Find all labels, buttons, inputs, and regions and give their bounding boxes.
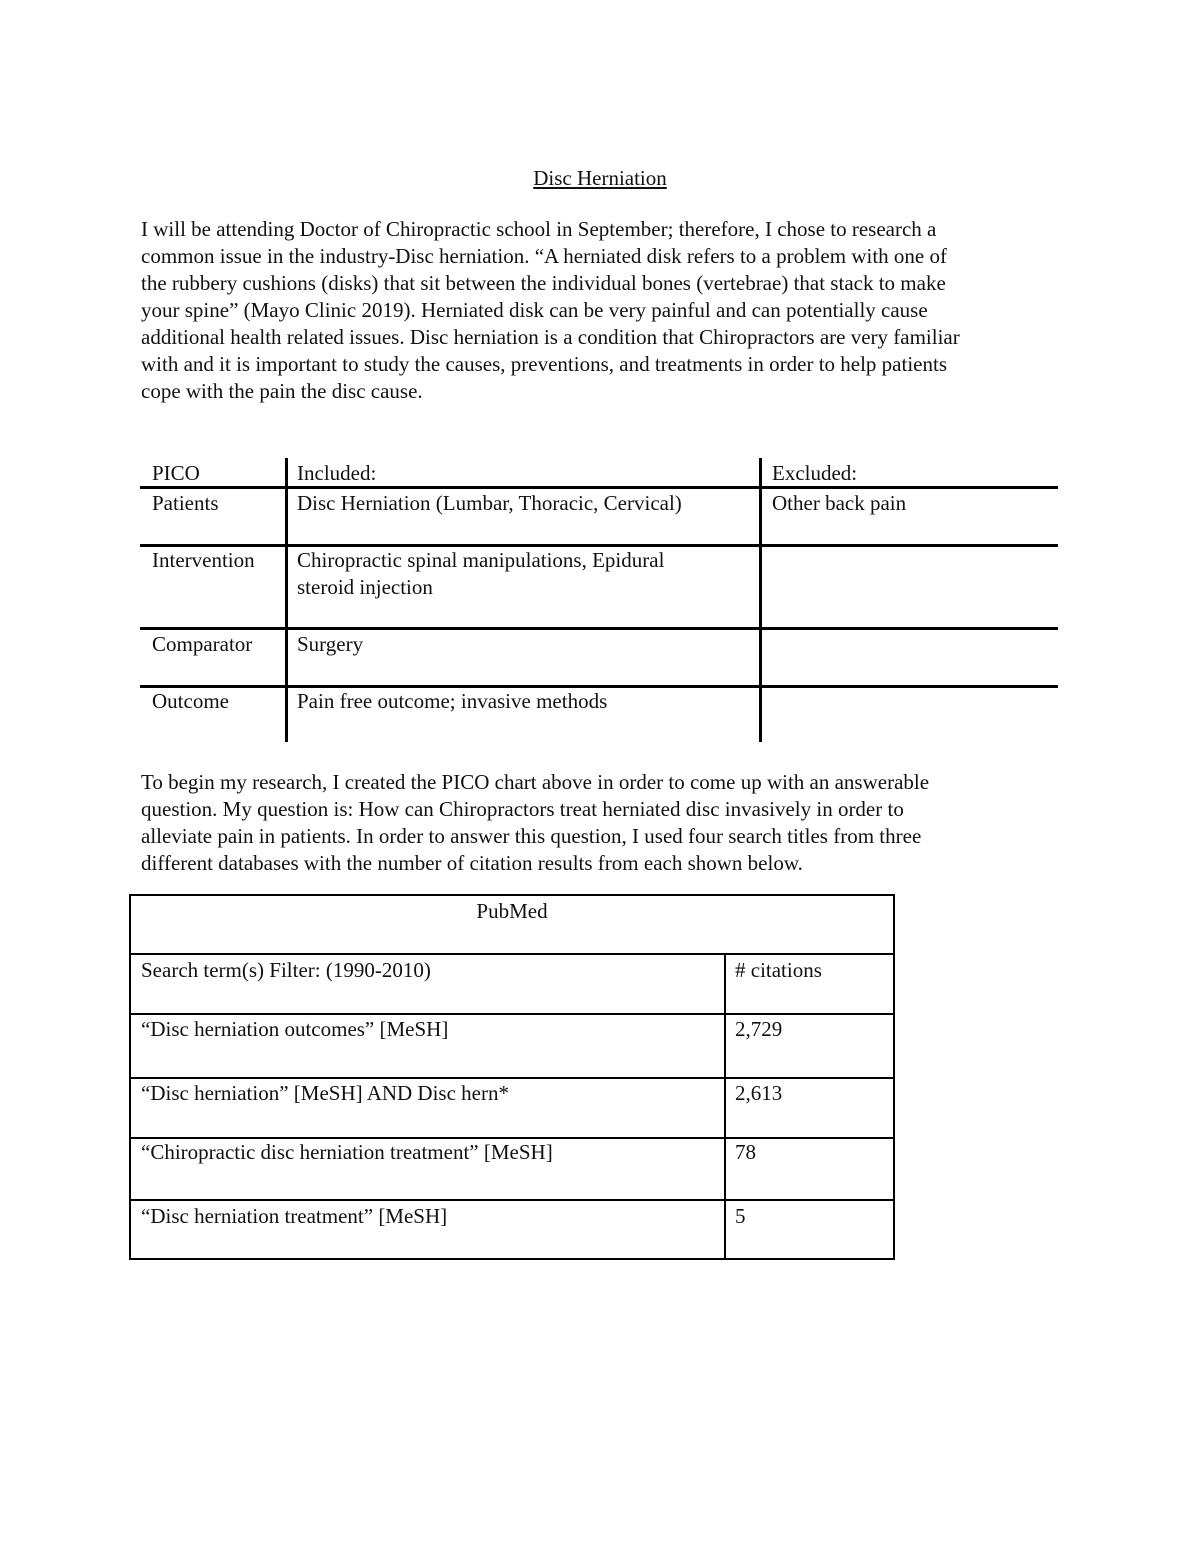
row-label: Patients	[152, 491, 219, 515]
search-term: “Chiropractic disc herniation treatment” [MeSH]	[141, 1140, 553, 1164]
included-cell: Pain free outcome; invasive methods	[297, 689, 608, 713]
text-line: cope with the pain the disc cause.	[141, 379, 423, 403]
search-term: “Disc herniation” [MeSH] AND Disc hern*	[141, 1081, 509, 1105]
excluded-header: Excluded:	[772, 461, 858, 485]
column-divider	[285, 458, 288, 742]
included-cell: Disc Herniation (Lumbar, Thoracic, Cervical)	[297, 491, 682, 515]
row-divider	[140, 486, 1058, 489]
text-line: with and it is important to study the causes, preventions, and treatments in order to help patients	[141, 352, 947, 376]
row-divider	[131, 953, 893, 955]
text-line: different databases with the number of citation results from each shown below.	[141, 851, 803, 875]
row-divider	[131, 1077, 893, 1079]
citation-count: 5	[735, 1204, 746, 1228]
citation-count: 2,613	[735, 1081, 783, 1105]
text-line: I will be attending Doctor of Chiropractic school in September; therefore, I chose to research a	[141, 217, 937, 241]
included-header: Included:	[297, 461, 377, 485]
included-cell: Chiropractic spinal manipulations, Epidural	[297, 548, 665, 572]
row-label: Comparator	[152, 632, 253, 656]
intro-paragraph	[141, 216, 1081, 405]
text-line: common issue in the industry-Disc herniation. “A herniated disk refers to a problem with one of	[141, 244, 947, 268]
search-terms-header: Search term(s) Filter: (1990-2010)	[141, 958, 431, 982]
citations-header: # citations	[735, 958, 822, 982]
pubmed-title: PubMed	[476, 899, 548, 923]
text-line: To begin my research, I created the PICO chart above in order to come up with an answerable	[141, 770, 930, 794]
excluded-cell: Other back pain	[772, 491, 907, 515]
row-divider	[140, 627, 1058, 630]
research-paragraph	[141, 769, 1081, 877]
search-term: “Disc herniation outcomes” [MeSH]	[141, 1017, 449, 1041]
text-line: your spine” (Mayo Clinic 2019). Herniated disk can be very painful and can potentially cause	[141, 298, 928, 322]
row-divider	[131, 1013, 893, 1015]
included-cell: Surgery	[297, 632, 364, 656]
document-title: Disc Herniation	[533, 166, 667, 190]
pico-table	[140, 458, 1058, 742]
search-term: “Disc herniation treatment” [MeSH]	[141, 1204, 448, 1228]
pico-header: PICO	[152, 461, 200, 485]
text-line: question. My question is: How can Chiropractors treat herniated disc invasively in order to	[141, 797, 904, 821]
citation-count: 2,729	[735, 1017, 783, 1041]
pubmed-table	[129, 894, 895, 1260]
column-divider	[724, 953, 726, 1258]
citation-count: 78	[735, 1140, 756, 1164]
row-label: Outcome	[152, 689, 229, 713]
text-line: additional health related issues. Disc herniation is a condition that Chiropractors are very familiar	[141, 325, 960, 349]
row-label: Intervention	[152, 548, 255, 572]
column-divider	[759, 458, 762, 742]
row-divider	[131, 1199, 893, 1201]
text-line: alleviate pain in patients. In order to answer this question, I used four search titles from three	[141, 824, 922, 848]
included-cell-line2: steroid injection	[297, 575, 433, 599]
text-line: the rubbery cushions (disks) that sit between the individual bones (vertebrae) that stack to make	[141, 271, 946, 295]
